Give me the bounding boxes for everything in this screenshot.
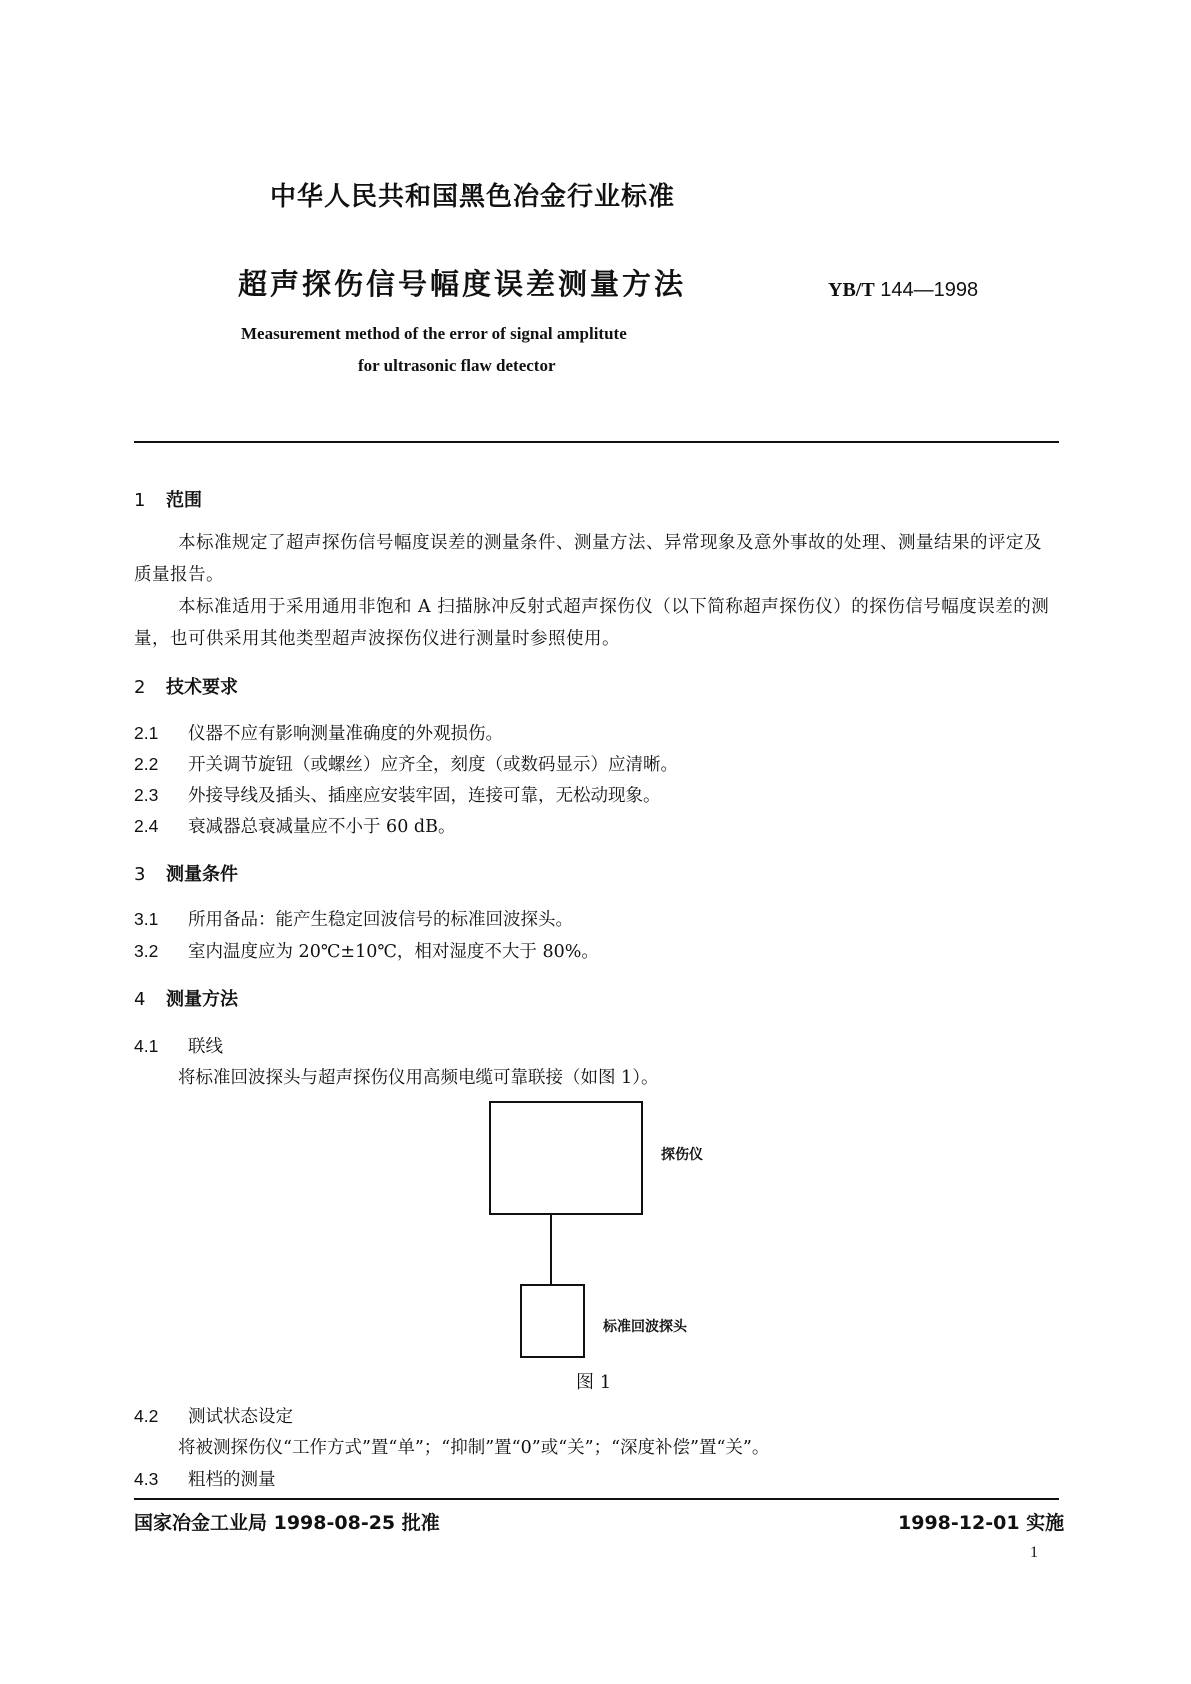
probe-box <box>520 1284 585 1358</box>
section-1-heading <box>134 486 202 512</box>
item-text: 仪器不应有影响测量准确度的外观损伤。 <box>188 724 503 744</box>
item-number: 4.1 <box>134 1036 159 1056</box>
section-number: 2 <box>134 677 146 698</box>
org-title: 中华人民共和国黑色冶金行业标准 <box>270 182 676 212</box>
item-text: 室内温度应为 20℃±10℃，相对湿度不大于 80%。 <box>188 942 599 962</box>
cable-line <box>550 1213 552 1284</box>
section-title: 测量方法 <box>166 989 238 1010</box>
section-1-paragraph-1: 本标准规定了超声探伤信号幅度误差的测量条件、测量方法、异常现象及意外事故的处理、测量结果的评定及质量报告。 <box>134 533 1042 585</box>
section-title: 范围 <box>166 490 202 511</box>
item-text: 测试状态设定 <box>188 1407 293 1427</box>
english-title-line-1: Measurement method of the error of signal amplitute <box>241 324 627 343</box>
item-2-3 <box>134 782 661 807</box>
header-divider <box>134 441 1059 443</box>
section-4-heading <box>134 985 238 1011</box>
item-2-1 <box>134 720 503 745</box>
item-2-2 <box>134 751 678 776</box>
doc-code-number: 144—1998 <box>880 279 979 301</box>
section-3-heading <box>134 860 238 886</box>
doc-title: 超声探伤信号幅度误差测量方法 <box>238 267 687 301</box>
page-number: 1 <box>1030 1544 1038 1561</box>
section-1-paragraph-2: 本标准适用于采用通用非饱和 A 扫描脉冲反射式超声探伤仪（以下简称超声探伤仪）的探伤信号幅度误差的测量，也可供采用其他类型超声波探伤仪进行测量时参照使用。 <box>134 597 1050 649</box>
item-number: 3.1 <box>134 909 159 929</box>
instrument-box <box>489 1101 643 1215</box>
item-2-4 <box>134 813 455 838</box>
effective-date: 1998-12-01 实施 <box>898 1512 1065 1534</box>
item-text: 外接导线及插头、插座应安装牢固，连接可靠，无松动现象。 <box>188 786 661 806</box>
section-number: 4 <box>134 989 146 1010</box>
probe-label: 标准回波探头 <box>603 1319 687 1335</box>
item-3-1 <box>134 906 573 931</box>
item-text: 联线 <box>188 1037 223 1057</box>
instrument-label: 探伤仪 <box>661 1147 703 1163</box>
item-4-3 <box>134 1466 276 1491</box>
item-4-1 <box>134 1033 223 1058</box>
section-title: 技术要求 <box>166 677 238 698</box>
item-4-1-body: 将标准回波探头与超声探伤仪用高频电缆可靠联接（如图 1）。 <box>178 1068 659 1088</box>
item-number: 2.4 <box>134 816 159 836</box>
item-number: 2.2 <box>134 754 159 774</box>
section-title: 测量条件 <box>166 864 238 885</box>
item-3-2 <box>134 938 599 963</box>
section-number: 3 <box>134 864 146 885</box>
item-text: 粗档的测量 <box>188 1470 276 1490</box>
doc-code <box>828 279 978 302</box>
item-number: 4.2 <box>134 1406 159 1426</box>
item-text: 所用备品：能产生稳定回波信号的标准回波探头。 <box>188 910 573 930</box>
item-text: 开关调节旋钮（或螺丝）应齐全，刻度（或数码显示）应清晰。 <box>188 755 678 775</box>
item-text: 衰减器总衰减量应不小于 60 dB。 <box>188 817 456 837</box>
section-number: 1 <box>134 490 146 511</box>
item-4-2-body: 将被测探伤仪“工作方式”置“单”；“抑制”置“0”或“关”；“深度补偿”置“关”。 <box>178 1438 770 1458</box>
figure-caption: 图 1 <box>576 1372 612 1393</box>
section-2-heading <box>134 673 238 699</box>
approval-note: 国家冶金工业局 1998-08-25 批准 <box>134 1512 440 1534</box>
item-number: 3.2 <box>134 941 159 961</box>
item-4-2 <box>134 1403 293 1428</box>
item-number: 2.3 <box>134 785 159 805</box>
doc-code-prefix: YB/T <box>828 279 875 301</box>
english-title-line-2: for ultrasonic flaw detector <box>358 356 556 375</box>
item-number: 4.3 <box>134 1469 159 1489</box>
item-number: 2.1 <box>134 723 159 743</box>
footer-divider <box>134 1498 1059 1500</box>
